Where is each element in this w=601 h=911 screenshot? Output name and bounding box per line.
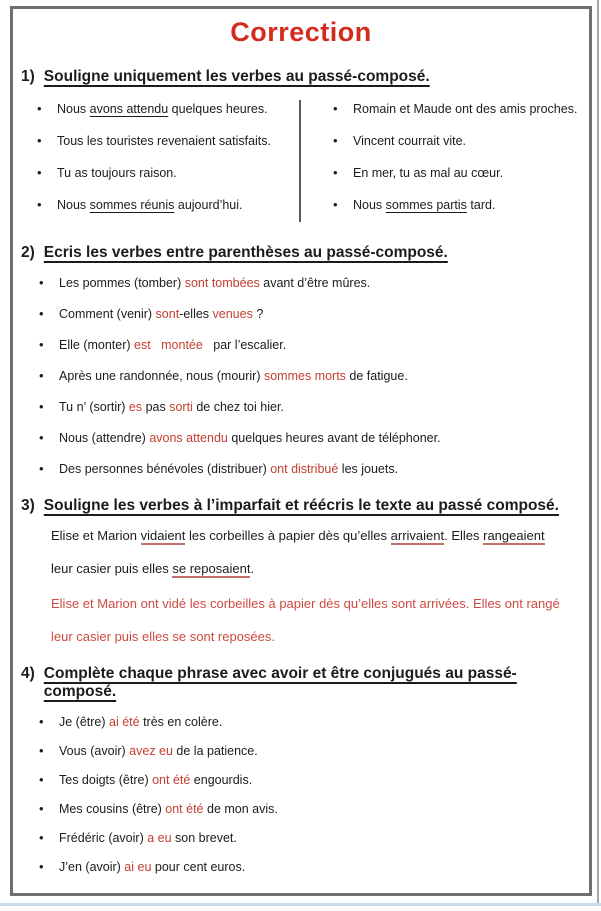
text-run: Tous les touristes revenaient satisfaits. [57,134,271,148]
section-number: 3) [21,497,35,514]
text-run: Romain et Maude ont des amis proches. [353,102,578,116]
answer-text: ont distribué [270,462,339,476]
sentence [57,100,268,119]
bullet-icon: • [37,133,42,148]
sentence [59,771,252,790]
bullet-icon: • [39,368,44,383]
imparfait-verb: se reposaient [172,561,251,576]
bullet-icon: • [39,399,44,414]
text-run: J’en (avoir) [59,860,125,874]
section-number: 1) [21,68,35,85]
text-run: -elles [179,307,213,321]
answer-text: avons attendu [149,431,228,445]
sentence [353,132,466,151]
sentence [57,164,177,183]
bullet-icon: • [333,165,338,180]
answer-text: sommes morts [263,369,346,383]
text-run: tard. [466,198,496,212]
text-run: Frédéric (avoir) [59,831,148,845]
section-4 [21,665,581,877]
text-run: Elle (monter) [59,338,135,352]
exercise-4-list [39,713,581,877]
list-item [333,164,581,183]
answer-text: es [128,400,143,414]
section-title: Souligne les verbes à l’imparfait et réécris le texte au passé composé. [43,497,559,514]
text-run: de la patience. [172,744,258,758]
section-1-heading [21,68,581,86]
bullet-icon: • [333,197,338,212]
text-run: Vincent courrait vite. [353,134,467,148]
list-item [39,274,581,293]
sentence [59,398,284,417]
answer-text: avez eu [129,744,173,758]
text-run: très en colère. [139,715,223,729]
section-4-heading [21,665,581,701]
text-run: quelques heures. [168,102,268,116]
section-1 [21,68,581,228]
sentence [59,742,258,761]
sentence [59,274,370,293]
imparfait-paragraph [51,519,565,585]
text-run: Les pommes (tomber) [59,276,185,290]
bullet-icon: • [39,275,44,290]
answer-text: est montée [134,338,203,352]
text-run: Après une randonnée, nous (mourir) [59,369,264,383]
list-item [37,132,299,151]
list-item [39,367,581,386]
text-run: . [250,561,255,576]
bullet-icon: • [37,165,42,180]
text-run: Nous (attendre) [59,431,150,445]
text-run: ? [252,307,264,321]
sentence [59,713,222,732]
sentence [59,367,408,386]
text-run: quelques heures avant de téléphoner. [227,431,441,445]
answer-text: sont [155,307,180,321]
section-3-heading [21,497,581,515]
answer-text: a eu [147,831,172,845]
sentence [59,858,245,877]
underlined-verb: avons attendu [89,102,169,116]
window-bottom-border [0,903,601,906]
answer-text: sorti [169,400,193,414]
text-run: Nous [57,198,90,212]
list-item [39,771,581,790]
exercise-1-columns [37,100,581,228]
bullet-icon: • [333,101,338,116]
text-run: Nous [57,102,90,116]
answer-text: venues [212,307,253,321]
list-item [333,132,581,151]
section-2 [21,244,581,479]
text-run: Mes cousins (être) [59,802,166,816]
text-run: son brevet. [171,831,237,845]
text-run: Des personnes bénévoles (distribuer) [59,462,271,476]
page-title: Correction [230,17,372,47]
bullet-icon: • [39,461,44,476]
imparfait-verb: arrivaient [390,528,445,543]
list-item [39,336,581,355]
sentence [59,429,441,448]
text-run: leur casier puis elles [51,528,549,576]
sentence [353,164,503,183]
sentence [59,800,278,819]
section-number: 2) [21,244,35,261]
text-run: pour cent euros. [151,860,246,874]
sentence [353,100,577,119]
worksheet-frame [10,6,592,896]
section-title: Ecris les verbes entre parenthèses au passé-composé. [43,244,448,261]
bullet-icon: • [39,772,44,787]
answer-text: ont été [165,802,204,816]
sentence [59,829,237,848]
underlined-verb: sommes partis [385,198,467,212]
text-run: Comment (venir) [59,307,156,321]
list-item [37,100,299,119]
window-edge-line [597,0,599,903]
text-run: En mer, tu as mal au cœur. [353,166,504,180]
text-run: de fatigue. [345,369,408,383]
list-item [37,196,299,215]
text-run: Tu as toujours raison. [57,166,177,180]
text-run: engourdis. [190,773,253,787]
text-run: . Elles [444,528,484,543]
imparfait-verb: vidaient [140,528,186,543]
text-run: par l’escalier. [202,338,287,352]
section-2-heading [21,244,581,262]
bullet-icon: • [39,830,44,845]
sentence [59,305,263,324]
text-run: avant d’être mûres. [259,276,371,290]
exercise-1-right-column [301,100,581,228]
list-item [39,858,581,877]
list-item [39,305,581,324]
list-item [39,742,581,761]
answer-text: ai eu [124,860,152,874]
answer-text: ont été [152,773,191,787]
passe-compose-paragraph [51,587,565,653]
text-run: pas [142,400,170,414]
text-run: Elise et Marion ont vidé les corbeilles à papier dès qu’elles sont arrivées. Elles ont rangé leur casier puis elles se sont reposées. [51,596,564,644]
list-item [39,713,581,732]
bullet-icon: • [39,859,44,874]
list-item [333,196,581,215]
list-item [39,800,581,819]
bullet-icon: • [37,101,42,116]
text-run: aujourd’hui. [174,198,243,212]
text-run: Tu n’ (sortir) [59,400,129,414]
text-run: les corbeilles à papier dès qu’elles [185,528,391,543]
bullet-icon: • [333,133,338,148]
imparfait-verb: rangeaient [483,528,545,543]
bullet-icon: • [39,337,44,352]
bullet-icon: • [39,743,44,758]
section-number: 4) [21,665,35,682]
text-run: Vous (avoir) [59,744,130,758]
answer-text: ai été [109,715,140,729]
bullet-icon: • [39,306,44,321]
text-run: les jouets. [338,462,399,476]
sentence [57,132,271,151]
list-item [333,100,581,119]
exercise-1-left-column [37,100,299,228]
text-run: Tes doigts (être) [59,773,153,787]
sentence [353,196,495,215]
section-3 [21,497,581,653]
text-run: Nous [353,198,386,212]
text-run: de chez toi hier. [192,400,284,414]
sentence [59,336,286,355]
list-item [39,398,581,417]
sentence [57,196,243,215]
section-title: Souligne uniquement les verbes au passé-composé. [43,68,430,85]
bullet-icon: • [39,430,44,445]
list-item [39,829,581,848]
list-item [39,429,581,448]
bullet-icon: • [39,801,44,816]
list-item [37,164,299,183]
answer-text: sont tombées [184,276,260,290]
list-item [39,460,581,479]
section-title: Complète chaque phrase avec avoir et être conjugués au passé-composé. [43,665,517,700]
bullet-icon: • [39,714,44,729]
exercise-2-list [39,274,581,479]
text-run: Elise et Marion [51,528,141,543]
underlined-verb: sommes réunis [89,198,175,212]
text-run: de mon avis. [203,802,278,816]
bullet-icon: • [37,197,42,212]
text-run: Je (être) [59,715,110,729]
sentence [59,460,398,479]
